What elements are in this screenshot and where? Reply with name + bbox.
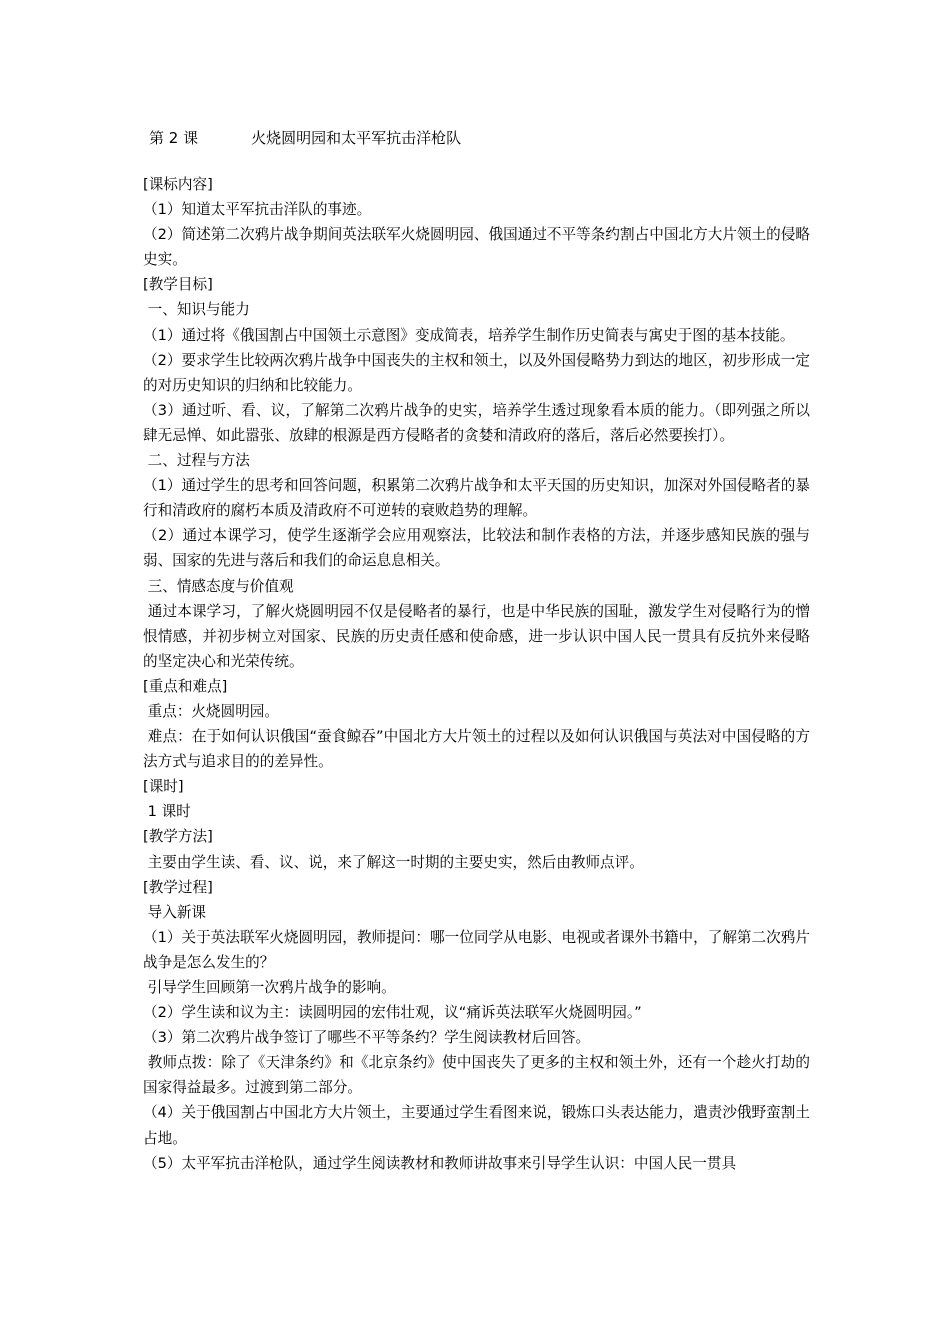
paragraph: （3）第二次鸦片战争签订了哪些不平等条约？学生阅读教材后回答。 (143, 1029, 591, 1047)
paragraph: 教师点拨：除了《天津条约》和《北京条约》使中国丧失了更多的主权和领土外，还有一个趁火打劫的国家得益最多。过渡到第二部分。 (143, 1054, 810, 1097)
document-page (143, 122, 810, 1176)
paragraph: （1）关于英法联军火烧圆明园，教师提问：哪一位同学从电影、电视或者课外书籍中，了解第二次鸦片战争是怎么发生的？ (143, 928, 810, 971)
paragraph: （2）简述第二次鸦片战争期间英法联军火烧圆明园、俄国通过不平等条约割占中国北方大片领土的侵略史实。 (143, 226, 810, 269)
paragraph: [课时] (143, 778, 184, 796)
paragraph: 1 课时 (143, 803, 191, 821)
paragraph: 通过本课学习，了解火烧圆明园不仅是侵略者的暴行，也是中华民族的国耻，激发学生对侵略行为的憎恨情感，并初步树立对国家、民族的历史责任感和使命感，进一步认识中国人民一贯具有反抗外来侵略的坚定决心和光荣传统。 (143, 602, 810, 670)
paragraph: 一、知识与能力 (143, 301, 250, 319)
paragraph: 导入新课 (143, 903, 207, 921)
paragraph: （1）知道太平军抗击洋队的事迹。 (143, 201, 372, 219)
paragraph: 三、情感态度与价值观 (143, 577, 294, 595)
paragraph: 主要由学生读、看、议、说，来了解这一时期的主要史实，然后由教师点评。 (143, 853, 644, 871)
paragraph: 引导学生回顾第一次鸦片战争的影响。 (143, 979, 396, 996)
paragraph: [教学过程] (143, 878, 213, 896)
paragraph: [教学目标] (143, 276, 213, 294)
paragraph: （1）通过将《俄国割占中国领土示意图》变成简表，培养学生制作历史简表与寓史于图的基本技能。 (143, 326, 795, 344)
paragraph: （2）通过本课学习，使学生逐渐学会应用观察法，比较法和制作表格的方法，并逐步感知民族的强与弱、国家的先进与落后和我们的命运息息相关。 (143, 527, 810, 570)
lesson-number: 第 2 课 (149, 129, 199, 147)
paragraph: （2）要求学生比较两次鸦片战争中国丧失的主权和领土，以及外国侵略势力到达的地区，初步形成一定的对历史知识的归纳和比较能力。 (143, 351, 810, 394)
paragraph: （2）学生读和议为主：读圆明园的宏伟壮观，议“痛诉英法联军火烧圆明园。” (143, 1004, 642, 1022)
paragraph: （4）关于俄国割占中国北方大片领土，主要通过学生看图来说，锻炼口头表达能力，遣责沙俄野蛮割土占地。 (143, 1104, 810, 1147)
paragraph: （1）通过学生的思考和回答问题，积累第二次鸦片战争和太平天国的历史知识，加深对外国侵略者的暴行和清政府的腐朽本质及清政府不可逆转的衰败趋势的理解。 (143, 477, 810, 520)
lesson-title: 火烧圆明园和太平军抗击洋枪队 (251, 129, 462, 147)
document-body (143, 172, 810, 1176)
paragraph: 重点：火烧圆明园。 (143, 702, 279, 720)
lesson-heading (149, 126, 810, 150)
paragraph: （5）太平军抗击洋枪队，通过学生阅读教材和教师讲故事来引导学生认识：中国人民一贯具 (143, 1154, 737, 1172)
paragraph: 二、过程与方法 (143, 452, 250, 470)
paragraph: 难点：在于如何认识俄国“蚕食鲸吞”中国北方大片领土的过程以及如何认识俄国与英法对中国侵略的方法方式与追求目的的差异性。 (143, 728, 810, 771)
paragraph: [重点和难点] (143, 677, 228, 695)
paragraph: [教学方法] (143, 828, 213, 846)
paragraph: [课标内容] (143, 176, 213, 193)
paragraph: （3）通过听、看、议，了解第二次鸦片战争的史实，培养学生透过现象看本质的能力。（即列强之所以肆无忌惮、如此嚣张、放肆的根源是西方侵略者的贪婪和清政府的落后，落后必然要挨打）。 (143, 401, 810, 444)
